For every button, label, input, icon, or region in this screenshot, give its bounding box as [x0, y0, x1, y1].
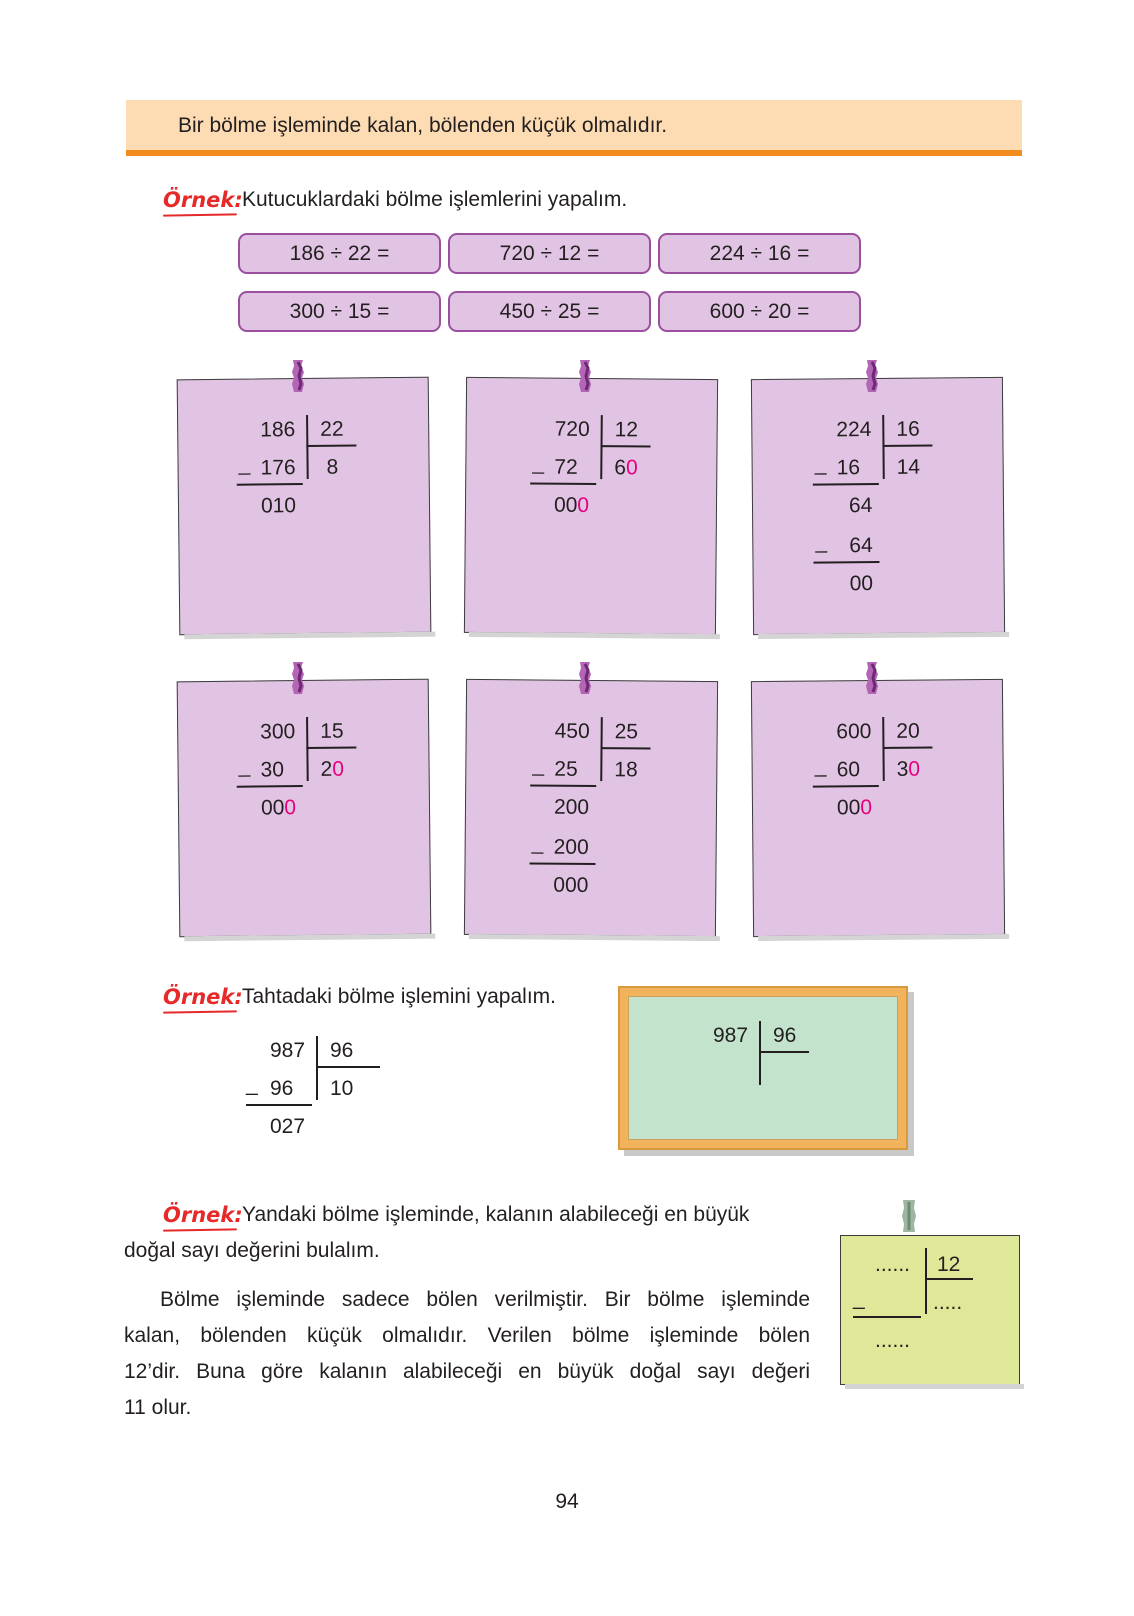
- division-bar: [759, 1021, 761, 1085]
- divisor: 16: [896, 417, 920, 441]
- minus-sign: _: [531, 831, 544, 855]
- pin-icon: [577, 360, 593, 392]
- subtraction-line: [813, 561, 879, 564]
- subtrahend: 64: [849, 534, 873, 558]
- dividend: 224: [836, 418, 872, 442]
- minus-sign: _: [814, 754, 827, 778]
- remainder: 000: [553, 873, 589, 897]
- division-bar: [316, 1036, 318, 1100]
- subtrahend: 72: [554, 455, 578, 479]
- subtraction-line: [853, 1316, 921, 1318]
- divisor-line: [601, 747, 651, 749]
- subtrahend: 16: [836, 456, 861, 480]
- quotient: 20: [320, 757, 345, 781]
- minus-sign: _: [532, 753, 545, 777]
- sticky-note: [751, 377, 1005, 635]
- pin-icon: [864, 662, 880, 694]
- rule-banner: [126, 100, 1022, 156]
- quotient: 14: [896, 455, 921, 479]
- divisor: 25: [614, 720, 639, 744]
- subtrahend: 60: [836, 758, 861, 782]
- remainder: 010: [260, 494, 297, 518]
- ornek-label: Örnek:: [163, 188, 243, 212]
- sticky-note: [177, 679, 432, 938]
- quotient: 10: [330, 1077, 354, 1100]
- remainder: 027: [270, 1115, 306, 1138]
- subtraction-line: [530, 862, 596, 865]
- chalkboard: [618, 986, 908, 1150]
- subtrahend: 96: [270, 1077, 294, 1100]
- example3-prompt-line2: doğal sayı değerini bulalım.: [124, 1239, 380, 1262]
- ornek-label: Örnek:: [163, 1203, 243, 1227]
- sticky-note: [464, 679, 718, 937]
- dividend: 300: [260, 720, 296, 744]
- subtrahend: 200: [553, 835, 589, 859]
- paragraph-line: 11 olur.: [124, 1396, 192, 1419]
- chalkboard-surface: [628, 996, 898, 1140]
- dividend: 720: [554, 417, 590, 441]
- ornek-label: Örnek:: [163, 985, 243, 1009]
- dividend-placeholder: ......: [875, 1253, 911, 1276]
- pin-icon: [290, 662, 306, 694]
- divisor: 12: [614, 418, 639, 442]
- remainder-placeholder: ......: [875, 1329, 911, 1352]
- minus-sign: _: [814, 452, 827, 476]
- tape-icon: [901, 1200, 917, 1232]
- subtraction-line: [813, 483, 879, 486]
- sticky-note: [464, 377, 718, 635]
- subtraction-line: [237, 785, 303, 788]
- subtraction-line: [237, 483, 303, 486]
- divisor-line: [882, 747, 932, 749]
- division-bar: [925, 1248, 927, 1314]
- dividend: 987: [713, 1024, 749, 1047]
- example1-prompt: Kutucuklardaki bölme işlemlerini yapalım.: [242, 188, 628, 211]
- divisor-line: [925, 1278, 973, 1280]
- quotient: 30: [896, 757, 921, 781]
- subtrahend: 176: [260, 456, 296, 480]
- division-box: 300 ÷ 15 =: [238, 291, 441, 332]
- dividend: 600: [836, 720, 872, 744]
- divisor: 12: [937, 1253, 961, 1276]
- dividend: 186: [260, 418, 296, 442]
- quotient-placeholder: .....: [933, 1291, 963, 1314]
- divisor: 96: [773, 1024, 797, 1047]
- division-box: 600 ÷ 20 =: [658, 291, 861, 332]
- remainder: 00: [849, 572, 874, 596]
- paragraph-line: 12’dir. Buna göre kalanın alabileceği en büyük doğal sayı değeri: [124, 1360, 810, 1383]
- minus-sign: _: [238, 754, 251, 778]
- quotient: 8: [326, 455, 339, 479]
- division-box: 186 ÷ 22 =: [238, 233, 441, 274]
- sticky-note: [840, 1235, 1020, 1385]
- subtraction-line: [813, 785, 879, 788]
- page-number: 94: [555, 1490, 579, 1513]
- partial-dividend: 200: [553, 795, 590, 819]
- division-box: 720 ÷ 12 =: [448, 233, 651, 274]
- divisor-line: [759, 1051, 809, 1053]
- divisor-line: [601, 445, 651, 447]
- pin-icon: [864, 360, 880, 392]
- quotient: 60: [614, 456, 638, 480]
- sticky-note: [177, 377, 432, 636]
- paragraph-line: kalan, bölenden küçük olmalıdır. Verilen bölme işleminde bölen: [124, 1324, 810, 1347]
- remainder: 000: [836, 796, 873, 820]
- sticky-note: [751, 679, 1005, 937]
- minus-sign: _: [532, 451, 545, 475]
- divisor-line: [306, 444, 356, 447]
- division-box: 224 ÷ 16 =: [658, 233, 861, 274]
- example2-prompt: Tahtadaki bölme işlemini yapalım.: [242, 985, 556, 1008]
- dividend: 987: [270, 1039, 306, 1062]
- dividend: 450: [554, 719, 590, 743]
- pin-icon: [577, 662, 593, 694]
- partial-dividend: 64: [848, 494, 873, 518]
- divisor: 20: [896, 719, 920, 743]
- minus-sign: _: [815, 530, 828, 554]
- remainder: 000: [260, 796, 297, 820]
- divisor: 22: [320, 417, 344, 441]
- divisor-line: [316, 1066, 380, 1068]
- divisor-line: [882, 445, 932, 447]
- subtraction-line: [530, 784, 596, 787]
- subtraction-line: [246, 1104, 312, 1106]
- example3-prompt-line1: Yandaki bölme işleminde, kalanın alabileceği en büyük: [242, 1203, 750, 1226]
- divisor-line: [306, 746, 356, 749]
- divisor: 96: [330, 1039, 354, 1062]
- subtrahend: 30: [260, 758, 285, 782]
- pin-icon: [290, 360, 306, 392]
- minus-sign: _: [246, 1073, 258, 1096]
- minus-sign: _: [238, 452, 251, 476]
- divisor: 15: [320, 719, 344, 743]
- subtrahend: 25: [554, 757, 578, 781]
- minus-sign: _: [853, 1287, 865, 1310]
- subtraction-line: [530, 482, 596, 485]
- quotient: 18: [614, 758, 638, 782]
- division-box: 450 ÷ 25 =: [448, 291, 651, 332]
- rule-text: Bir bölme işleminde kalan, bölenden küçük olmalıdır.: [178, 114, 668, 137]
- remainder: 000: [553, 493, 590, 517]
- paragraph-line: Bölme işleminde sadece bölen verilmiştir. Bir bölme işleminde: [160, 1288, 810, 1311]
